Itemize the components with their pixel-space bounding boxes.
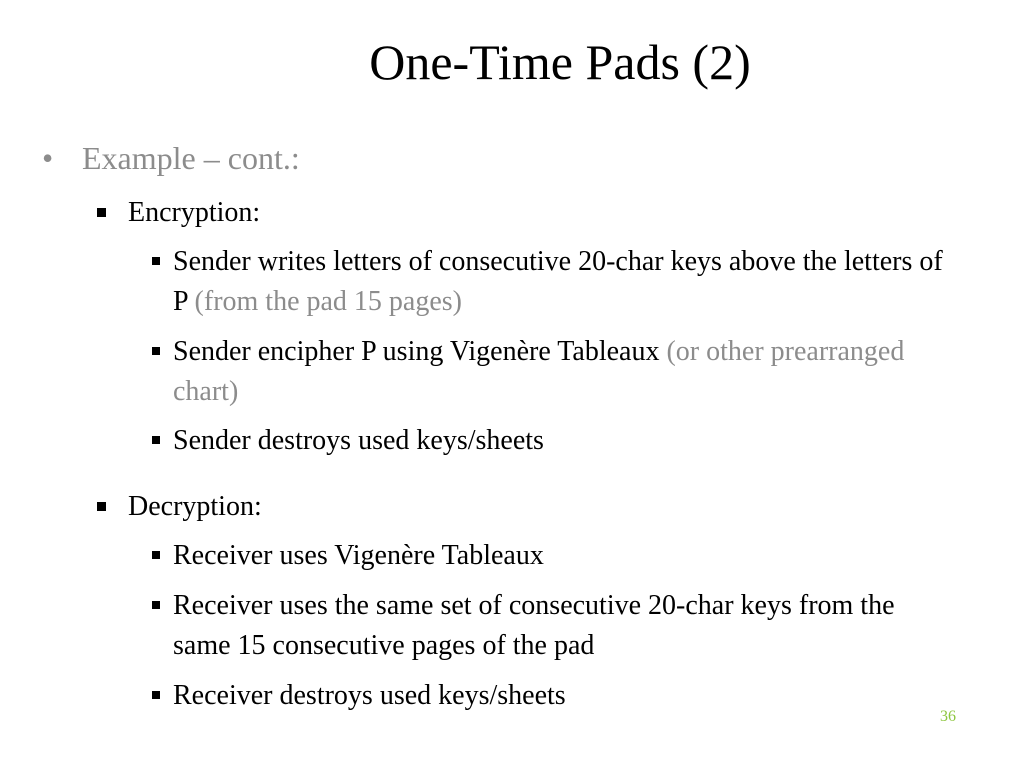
encryption-item-note: (or other prearranged chart) [173,336,905,407]
level3-item-decryption-1 [150,536,950,576]
bullet-dot: • [42,140,54,176]
slide-title: One-Time Pads (2) [369,34,751,90]
square-bullet-icon [152,347,160,355]
level3-item-decryption-2 [150,586,950,666]
square-bullet-icon [152,551,160,559]
encryption-item-text: Sender encipher P using Vigenère Tableaux [173,336,660,367]
square-bullet-icon [152,257,160,265]
level3-item-encryption-3 [150,421,950,461]
square-bullet-icon [152,691,160,699]
decryption-label: Decryption: [128,491,262,522]
decryption-item-text: Receiver destroys used keys/sheets [173,680,566,711]
encryption-item-text: Sender writes letters of consecutive 20-char keys above the letters of P [173,246,943,317]
level3-item-decryption-3 [150,676,950,716]
page-number: 36 [940,708,956,725]
level3-item-encryption-1 [150,242,950,322]
square-bullet-icon [97,502,106,511]
decryption-item-text: Receiver uses the same set of consecutive 20-char keys from the same 15 consecutive pages of the pad [173,590,895,661]
decryption-item-text: Receiver uses Vigenère Tableaux [173,540,544,571]
level1-item-example [42,138,300,178]
encryption-item-text: Sender destroys used keys/sheets [173,425,544,456]
level3-item-encryption-2 [150,332,950,412]
square-bullet-icon [152,436,160,444]
example-heading: Example – cont.: [82,140,300,176]
encryption-item-note: (from the pad 15 pages) [194,286,463,317]
square-bullet-icon [152,601,160,609]
square-bullet-icon [97,208,106,217]
encryption-label: Encryption: [128,197,261,228]
